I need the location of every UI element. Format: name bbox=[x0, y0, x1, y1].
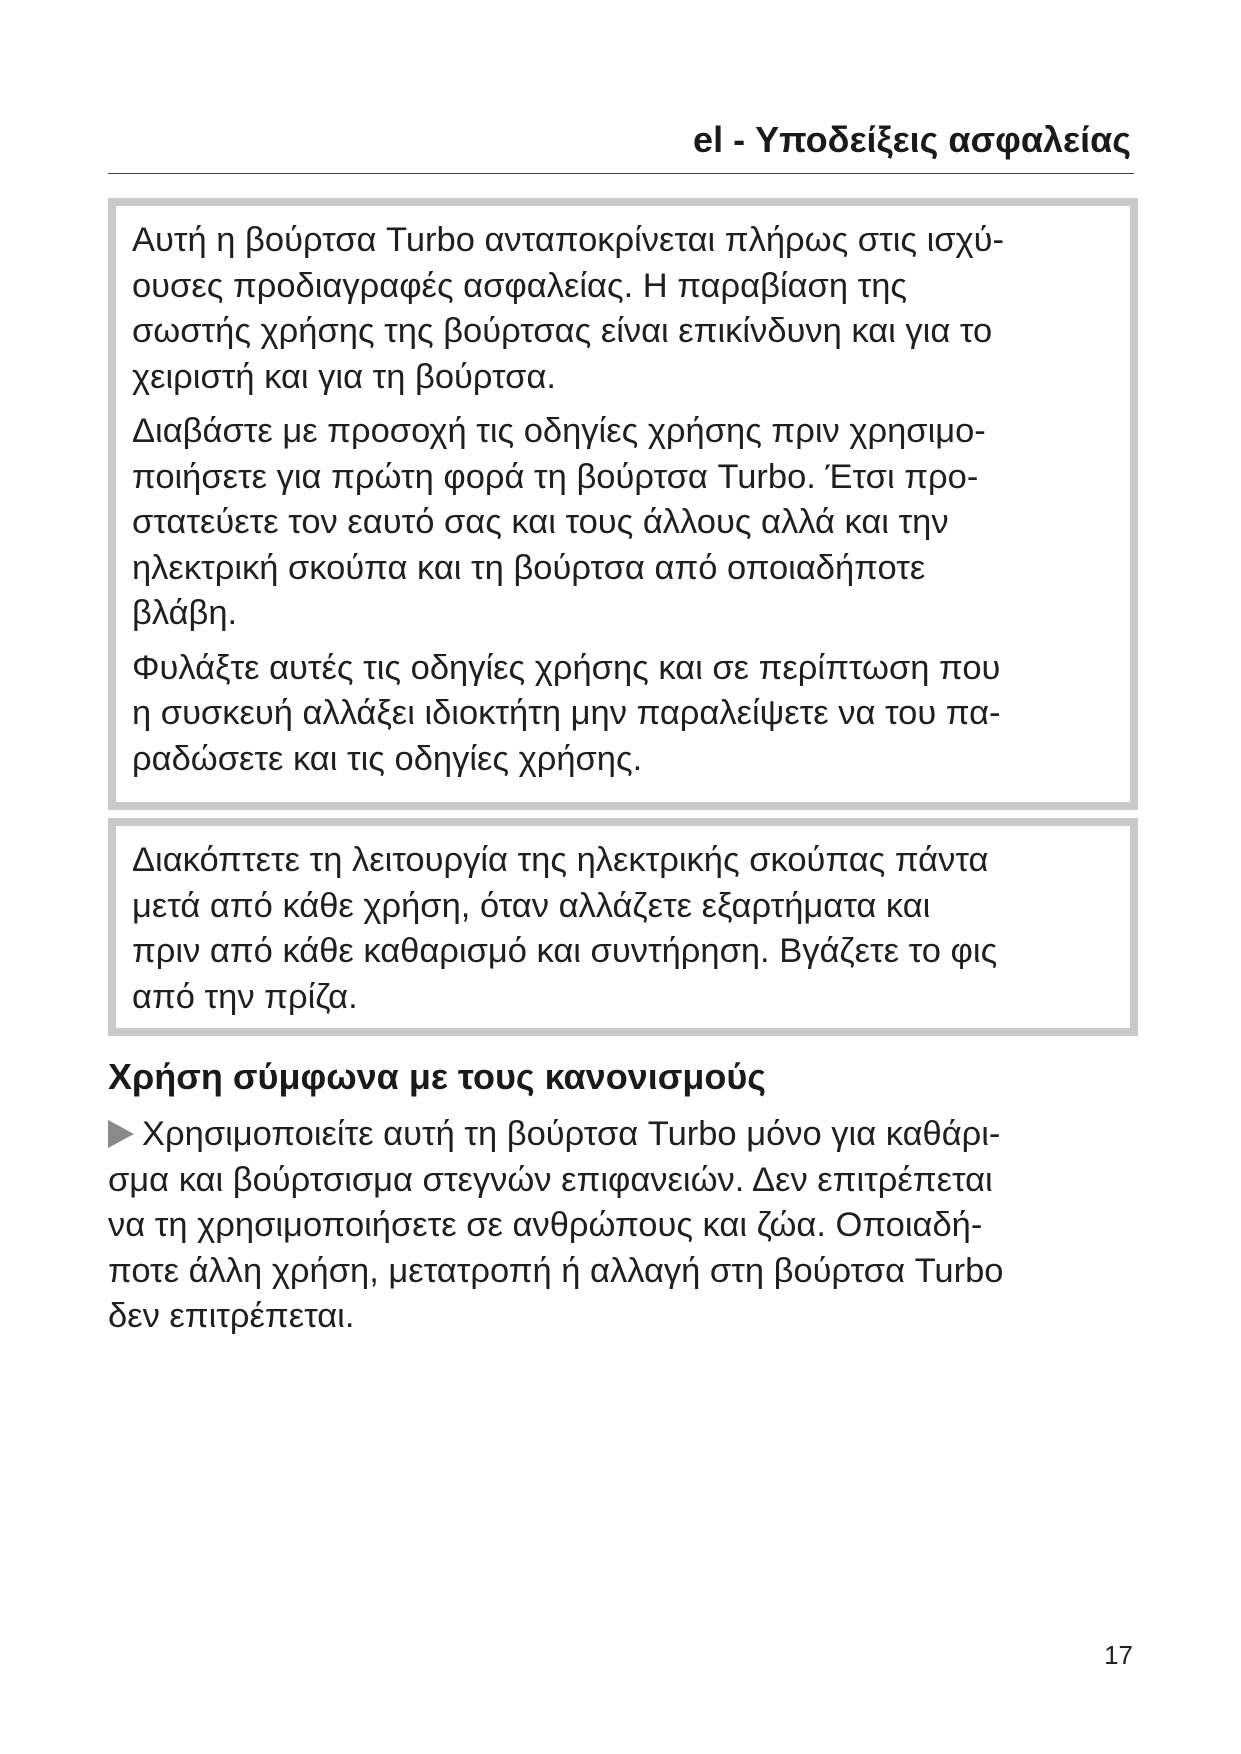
triangle-right-icon bbox=[108, 1120, 134, 1148]
page-header-title: el - Υποδείξεις ασφαλείας bbox=[693, 119, 1131, 160]
power-off-paragraph: Διακόπτετε τη λειτουργία της ηλεκτρικής σκούπας πάντα μετά από κάθε χρήση, όταν αλλάζετε εξαρτήματα και πριν από κάθε καθαρισμό και συντήρηση. Βγάζετε το φις από την πρίζα. bbox=[132, 841, 998, 1016]
safety-paragraph-compliance: Αυτή η βούρτσα Turbo ανταποκρίνεται πλήρως στις ισχύ- ουσες προδιαγραφές ασφαλείας. Η παραβίαση της σωστής χρήσης της βούρτσας είναι επικίνδυνη και για το χειριστή και για τη βούρτσα. bbox=[132, 221, 1005, 396]
safety-paragraph-read-instructions: Διαβάστε με προσοχή τις οδηγίες χρήσης πριν χρησιμο- ποιήσετε για πρώτη φορά τη βούρτσα Turbo. Έτσι προ- στατεύετε τον εαυτό σας και τους άλλους αλλά και την ηλεκτρική σκούπα και τη βούρτσα από οποιαδήποτε βλάβη. bbox=[132, 412, 986, 632]
safety-paragraph-keep-instructions: Φυλάξτε αυτές τις οδηγίες χρήσης και σε περίπτωση που η συσκευή αλλάξει ιδιοκτήτη μην παραλείψετε να του πα- ραδώσετε και τις οδηγίες χρήσης. bbox=[132, 648, 1001, 778]
power-off-warning-box bbox=[108, 818, 1138, 1036]
intended-use-text: Χρησιμοποιείτε αυτή τη βούρτσα Turbo μόνο για καθάρι- σμα και βούρτσισμα στεγνών επιφανειών. Δεν επιτρέπεται να τη χρησιμοποιήσετε σε ανθρώπους και ζώα. Οποιαδή- ποτε άλλη χρήση, μετατροπή ή αλλαγή στη βούρτσα Turbo δεν επιτρέπεται. bbox=[108, 1115, 1004, 1335]
safety-notice-box bbox=[108, 198, 1138, 810]
intended-use-paragraph bbox=[108, 1112, 1148, 1340]
page-number: 17 bbox=[1104, 1640, 1133, 1670]
header-divider bbox=[108, 173, 1134, 174]
section-title-intended-use: Χρήση σύμφωνα με τους κανονισμούς bbox=[108, 1056, 767, 1097]
